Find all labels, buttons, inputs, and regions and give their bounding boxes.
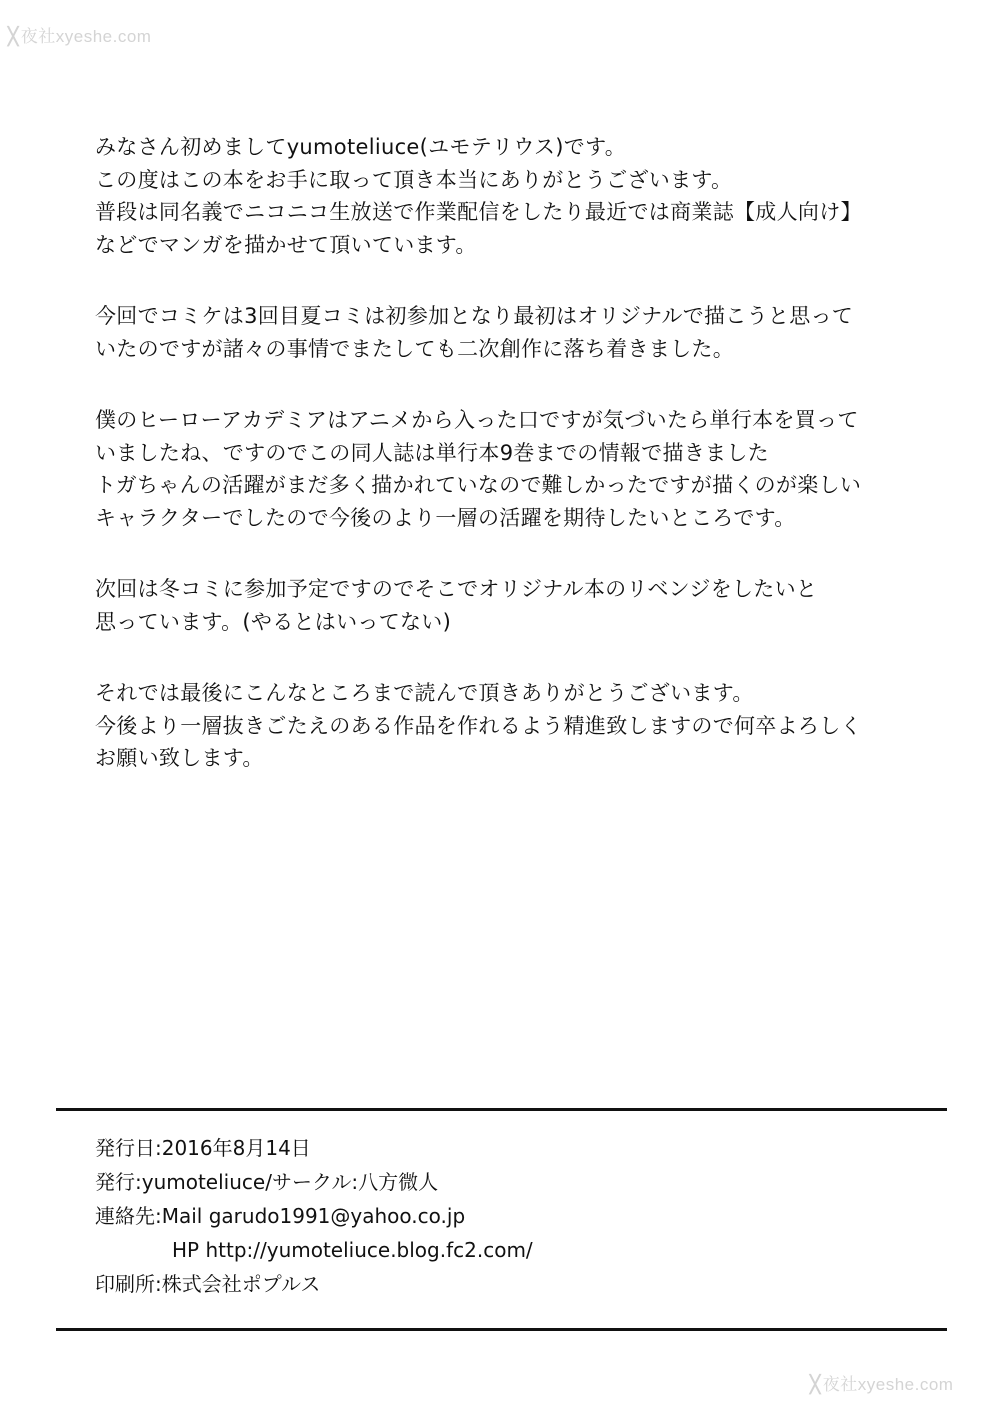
text-line: などでマンガを描かせて頂いています。 [95, 232, 477, 257]
watermark-top-text: 夜社xyeshe.com [20, 27, 152, 46]
colophon-bottom-rule [56, 1328, 947, 1331]
text-line: 思っています。(やるとはいってない) [95, 609, 452, 634]
colophon-printer: 印刷所:株式会社ポプルス [95, 1272, 321, 1296]
paragraph-comiket [95, 300, 975, 365]
paragraph-next-event [95, 573, 975, 638]
watermark-bottom-text: 夜社xyeshe.com [822, 1375, 954, 1394]
text-line: みなさん初めましてyumoteliuce(ユモテリウス)です。 [95, 135, 627, 159]
afterword-body [95, 131, 975, 814]
text-line: キャラクターでしたので今後のより一層の活躍を期待したいところです。 [95, 505, 796, 530]
text-line: 次回は冬コミに参加予定ですのでそこでオリジナル本のリベンジをしたいと [95, 577, 818, 601]
text-line: 僕のヒーローアカデミアはアニメから入った口ですが気づいたら単行本を買って [95, 408, 859, 432]
text-line: いましたね、ですのでこの同人誌は単行本9巻までの情報で描きました [95, 440, 769, 465]
colophon-date: 発行日:2016年8月14日 [95, 1136, 311, 1160]
text-line: いたのですが諸々の事情でまたしても二次創作に落ち着きました。 [95, 336, 734, 361]
text-line: 普段は同名義でニコニコ生放送で作業配信をしたり最近では商業誌【成人向け】 [95, 200, 862, 224]
colophon [95, 1131, 533, 1301]
colophon-publisher: 発行:yumoteliuce/サークル:八方微人 [95, 1170, 439, 1194]
text-line: この度はこの本をお手に取って頂き本当にありがとうございます。 [95, 167, 733, 192]
text-line: トガちゃんの活躍がまだ多く描かれていなので難しかったですが描くのが楽しい [95, 473, 862, 497]
watermark-x-icon: ╳ [8, 27, 19, 46]
paragraph-hero-academia [95, 404, 975, 534]
text-line: 今後より一層抜きごたえのある作品を作れるよう精進致しますので何卒よろしく [95, 713, 862, 738]
text-line: お願い致します。 [95, 746, 264, 770]
colophon-contact: 連絡先:Mail garudo1991@yahoo.co.jp [95, 1204, 466, 1228]
text-line: 今回でコミケは3回目夏コミは初参加となり最初はオリジナルで描こうと思って [95, 304, 854, 328]
paragraph-greeting [95, 131, 975, 261]
colophon-homepage: HP http://yumoteliuce.blog.fc2.com/ [172, 1238, 533, 1262]
watermark-bottom [810, 1370, 953, 1395]
paragraph-closing [95, 677, 975, 775]
watermark-top [8, 22, 151, 47]
colophon-top-rule [56, 1108, 947, 1111]
watermark-x-icon: ╳ [810, 1375, 821, 1394]
text-line: それでは最後にこんなところまで読んで頂きありがとうございます。 [95, 681, 754, 705]
